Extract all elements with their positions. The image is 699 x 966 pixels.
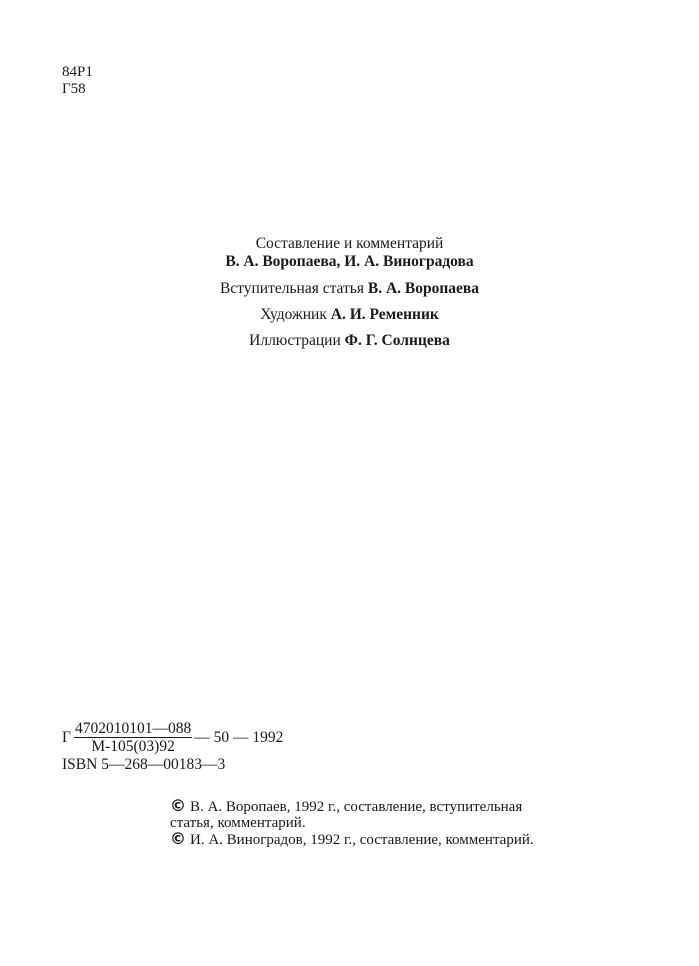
catalog-fraction [74,720,192,755]
copyright-entry-1-line-2: статья, комментарий. [170,815,306,831]
intro-author: В. А. Воропаева [367,280,480,297]
author-mark: Г58 [62,81,86,97]
catalog-prefix: Г [62,728,71,746]
compilers-names: В. А. Воропаева, И. А. Виноградова [225,253,474,270]
copyright-entry-2 [170,831,670,848]
copyright-entry-1 [170,798,670,815]
artist-credit [0,306,699,324]
copyright-entry-1-line-1: В. А. Воропаев, 1992 г., составление, вступительная [190,799,523,815]
catalog-denominator: М-105(03)92 [91,738,175,755]
copyright-entry-2-text: И. А. Виноградов, 1992 г., составление, комментарий. [190,832,534,848]
illustrations-label: Иллюстрации [249,332,341,349]
bbk-index: 84Р1 [62,64,93,80]
intro-credit [0,280,699,298]
artist-label: Художник [260,306,327,323]
catalog-suffix: — 50 — 1992 [194,728,284,746]
copyright-block [170,798,670,848]
intro-label: Вступительная статья [219,280,364,297]
credits-block [0,235,699,350]
artist-name: А. И. Ременник [330,306,439,323]
isbn: ISBN 5—268—00183—3 [62,756,226,773]
compiled-label: Составление и комментарий [255,235,444,252]
classification-block [62,64,93,98]
catalog-numerator: 4702010101—088 [74,720,192,737]
illustrations-credit [0,332,699,350]
illustrator-name: Ф. Г. Солнцева [344,332,450,349]
catalog-code [62,720,283,755]
imprint-block [62,720,283,774]
copyright-icon: © [170,829,186,848]
copyright-icon: © [170,796,186,815]
